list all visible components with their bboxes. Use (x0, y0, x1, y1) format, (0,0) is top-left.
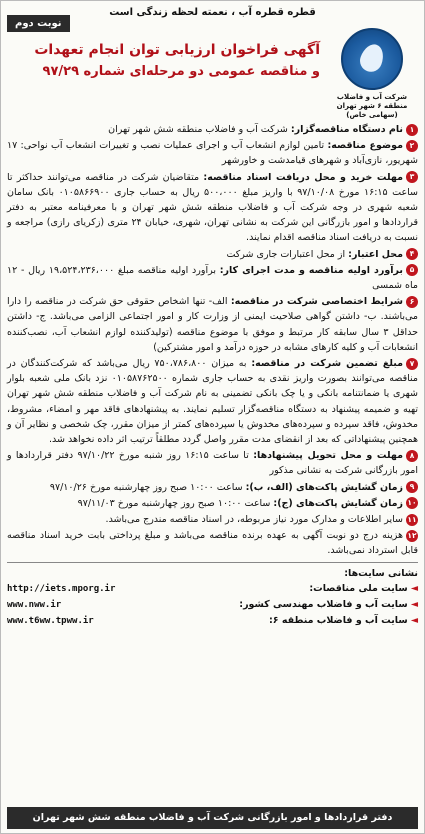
notice-item (7, 263, 418, 293)
notice-item (7, 138, 418, 168)
edition-badge: نوبت دوم (7, 15, 70, 32)
website-row (7, 581, 418, 597)
logo-org-name: شرکت آب و فاضلاب منطقه ۶ شهر تهران (سهامی خاص) (336, 93, 408, 119)
item-text: تا ساعت ۱۶:۱۵ روز شنبه مورخ ۹۷/۱۰/۲۲ دفتر قراردادها و امور بازرگانی شرکت به نشانی مذکور (7, 450, 418, 477)
item-text: برآورد اولیه مناقصه مبلغ ۱۹،۵۲۴،۲۳۶،۰۰۰ ریال - ۱۲ ماه شمسی (7, 264, 418, 292)
websites-heading: نشانی سایت‌ها: (344, 567, 418, 579)
item-label: محل اعتبار: (348, 248, 403, 260)
item-label: مهلت و محل تحویل پیشنهادها: (253, 450, 403, 462)
item-text: ساعت ۱۰:۰۰ صبح روز چهارشنبه مورخ ۹۷/۱۰/۲۶ (49, 481, 243, 493)
item-number: ۹ (406, 481, 418, 493)
item-number: ۲ (406, 140, 418, 152)
item-number: ۸ (406, 450, 418, 462)
item-label: مبلغ تضمین شرکت در مناقصه: (251, 358, 403, 370)
item-number: ۶ (406, 296, 418, 308)
notice-item (7, 294, 418, 355)
websites-section (7, 562, 418, 629)
notice-item (7, 480, 418, 495)
website-url[interactable]: www.t6ww.tpww.ir (7, 615, 94, 626)
slogan: قطره قطره آب ، نعمته لحظه زندگی است (109, 7, 316, 18)
item-text: متقاضیان شرکت در مناقصه می‌توانند حداکثر تا ساعت ۱۶:۱۵ مورخ ۹۷/۱۰/۰۸ با واریز مبلغ ۵۰۰،۰۰۰ ریال به حساب جاری ۰۱۰۵۸۶۶۹۰۰ بانک سامان شعبه شهری در وجه شرکت آب و فاضلاب منطقه شش شهر تهران و با معرفینامه معتبر به دفتر قراردادها و امور بازرگانی این شرکت به نشانی تهران، شهری، خیابان ۲۴ متری (زکریای رازی) مراجعه و نسبت به دریافت اسناد مناقصه اقدام نمایند. (7, 171, 419, 244)
notice-item (7, 448, 418, 478)
item-label: زمان گشایش پاکت‌های (الف، ب): (245, 481, 403, 493)
item-number: ۱۲ (407, 530, 417, 540)
water-drop-icon (341, 28, 403, 90)
item-text: ساعت ۱۰:۰۰ صبح روز چهارشنبه مورخ ۹۷/۱۱/۰۳ (77, 497, 271, 509)
item-number: ۷ (406, 358, 418, 370)
website-row (7, 613, 418, 629)
item-label: موضوع مناقصه: (327, 140, 403, 152)
notice-titles (7, 28, 326, 122)
website-name: ◄سایت آب و فاضلاب منطقه ۶: (268, 614, 418, 626)
item-text: هزینه درج دو نوبت آگهی به عهده برنده مناقصه می‌باشد و مبلغ پرداختی بابت خرید اسناد مناقصه قابل استرداد نمی‌باشد. (7, 530, 418, 557)
item-label: مهلت خرید و محل دریافت اسناد مناقصه: (203, 171, 404, 183)
notice-item (7, 496, 418, 511)
notice-subtitle: و مناقصه عمومی دو مرحله‌ای شماره ۹۷/۲۹ (42, 64, 320, 79)
notice-body (7, 122, 418, 629)
notice-header (7, 28, 418, 122)
notice-item (7, 528, 418, 558)
item-text: الف- تنها اشخاص حقوقی حق شرکت در مناقصه را دارا می‌باشند. ب- داشتن گواهی صلاحیت ایمنی از وزارت کار و امور اجتماعی الزامی می‌باشد. ج- داشتن حداقل ۳ سال سابقه کار مرتبط و موفق با موضوع مناقصه (تولیدکننده لوازم انشعاب آب، نصب‌کننده انشعابات آب و کلیه کارهای مشابه در حوزه درآمد و امور مشترکین) (7, 296, 418, 353)
notice-title: آگهی فراخوان ارزیابی توان انجام تعهدات (34, 42, 320, 58)
notice-item (7, 122, 418, 137)
item-number: ۱ (406, 124, 418, 136)
website-name: ◄سایت ملی مناقصات: (309, 582, 418, 594)
notice-item (7, 170, 418, 246)
website-row (7, 597, 418, 613)
item-text: سایر اطلاعات و مدارک مورد نیاز مربوطه، در اسناد مناقصه مندرج می‌باشد. (105, 514, 403, 526)
website-url[interactable]: http://iets.mporg.ir (7, 583, 116, 594)
website-name: ◄سایت آب و فاضلاب مهندسی کشور: (239, 598, 418, 610)
item-number: ۱۱ (407, 514, 417, 524)
item-label: برآورد اولیه مناقصه و مدت اجرای کار: (219, 264, 403, 276)
footer-banner: دفتر قراردادها و امور بازرگانی شرکت آب و فاضلاب منطقه شش شهر تهران (7, 807, 418, 829)
item-number: ۵ (406, 264, 418, 276)
notice-item (7, 247, 418, 262)
website-url[interactable]: www.nww.ir (7, 599, 62, 610)
item-label: نام دستگاه مناقصه‌گزار: (290, 124, 403, 135)
item-text: شرکت آب و فاضلاب منطقه شش شهر تهران (108, 124, 288, 135)
item-text: از محل اعتبارات جاری شرکت (226, 248, 346, 260)
item-number: ۱۰ (407, 498, 417, 508)
item-text: تامین لوازم انشعاب آب و اجرای عملیات نصب و تغییرات انشعاب آب نواحی: ۱۷ شهریور، نازی‌آباد و شهرهای قیامدشت و خاورشهر (7, 140, 418, 167)
item-text: به میزان ۷۵۰،۷۸۶،۸۰۰ ریال می‌باشد که شرکت‌کنندگان در مناقصه می‌توانند بصورت واریز نقدی به حساب جاری شماره ۰۱۰۵۸۷۶۲۵۰۰ نزد بانک ملی شعبه بلوار شهری یا ضمانتنامه بانکی و یا چک بانکی تضمینی به نام شرکت آب و فاضلاب منطقه شش شهر تهران تهیه و ضمیمه پیشنهاد به دستگاه مناقصه‌گزار تسلیم نمایند. به پیشنهادهای فاقد مهر و امضاء، مشروط، مخدوش، فاقد سپرده و سپرده‌های مخدوش یا سپرده‌های کمتر از میزان مقرر، چک شخصی و نظایر آن و همچنین پیشنهاداتی که بعد از انقضای مدت مقرر واصل گردد مطلقاً ترتیب اثر داده نخواهد شد. (7, 358, 418, 446)
item-number: ۴ (406, 248, 418, 260)
notice-item (7, 356, 418, 447)
notice-item (7, 512, 418, 527)
company-logo (326, 28, 418, 122)
item-label: زمان گشایش پاکت‌های (ج): (273, 497, 403, 509)
item-label: شرایط اختصاصی شرکت در مناقصه: (230, 296, 403, 308)
item-number: ۳ (406, 171, 418, 183)
